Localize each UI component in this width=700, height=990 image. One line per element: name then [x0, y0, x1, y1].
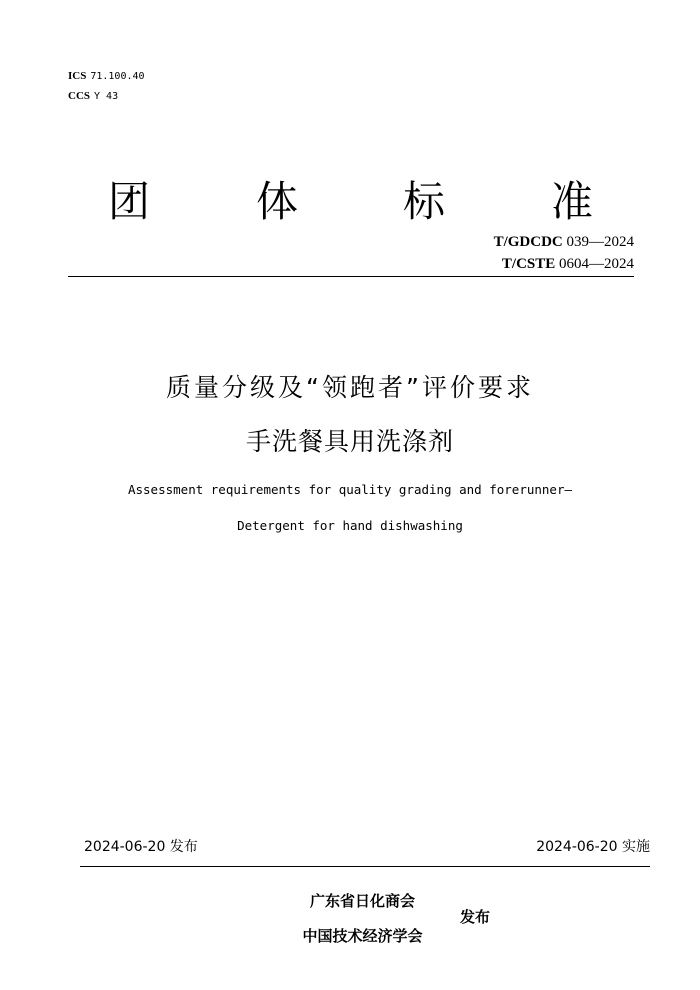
title-cn-line1: 质量分级及“领跑者”评价要求 — [166, 373, 534, 402]
title-en-line1: Assessment requirements for quality grading and forerunner— — [127, 482, 572, 497]
standard-type-char: 准 — [551, 177, 594, 226]
issue-label: 发布 — [460, 908, 491, 926]
footer-divider — [80, 866, 650, 867]
title-cn-line2: 手洗餐具用洗涤剂 — [245, 427, 454, 456]
ccs-label: CCS — [68, 90, 91, 102]
standard-number-prefix: T/CSTE — [501, 256, 556, 272]
ccs-value: Y 43 — [94, 91, 119, 102]
standard-type-char: 体 — [256, 177, 299, 226]
issuer-org-2: 中国技术经济学会 — [302, 927, 423, 945]
standard-number-gdcdc — [494, 233, 634, 251]
title-en-line2: Detergent for hand dishwashing — [237, 518, 463, 533]
publish-date: 2024-06-20 发布 — [84, 839, 198, 855]
ics-label: ICS — [68, 70, 87, 82]
implement-date: 2024-06-20 实施 — [536, 839, 650, 855]
standard-type-char: 标 — [403, 177, 446, 226]
standard-number-prefix: T/GDCDC — [493, 234, 563, 250]
standard-type-heading — [68, 176, 634, 232]
standard-type-char: 团 — [108, 177, 151, 226]
standard-number-value: 0604—2024 — [559, 256, 634, 272]
ics-code — [68, 69, 145, 84]
header-divider — [68, 276, 634, 277]
ics-value: 71.100.40 — [90, 71, 145, 82]
issuer-org-1: 广东省日化商会 — [309, 892, 415, 910]
standard-number-value: 039—2024 — [566, 234, 634, 250]
ccs-code — [68, 89, 118, 104]
standard-number-cste — [502, 255, 634, 273]
